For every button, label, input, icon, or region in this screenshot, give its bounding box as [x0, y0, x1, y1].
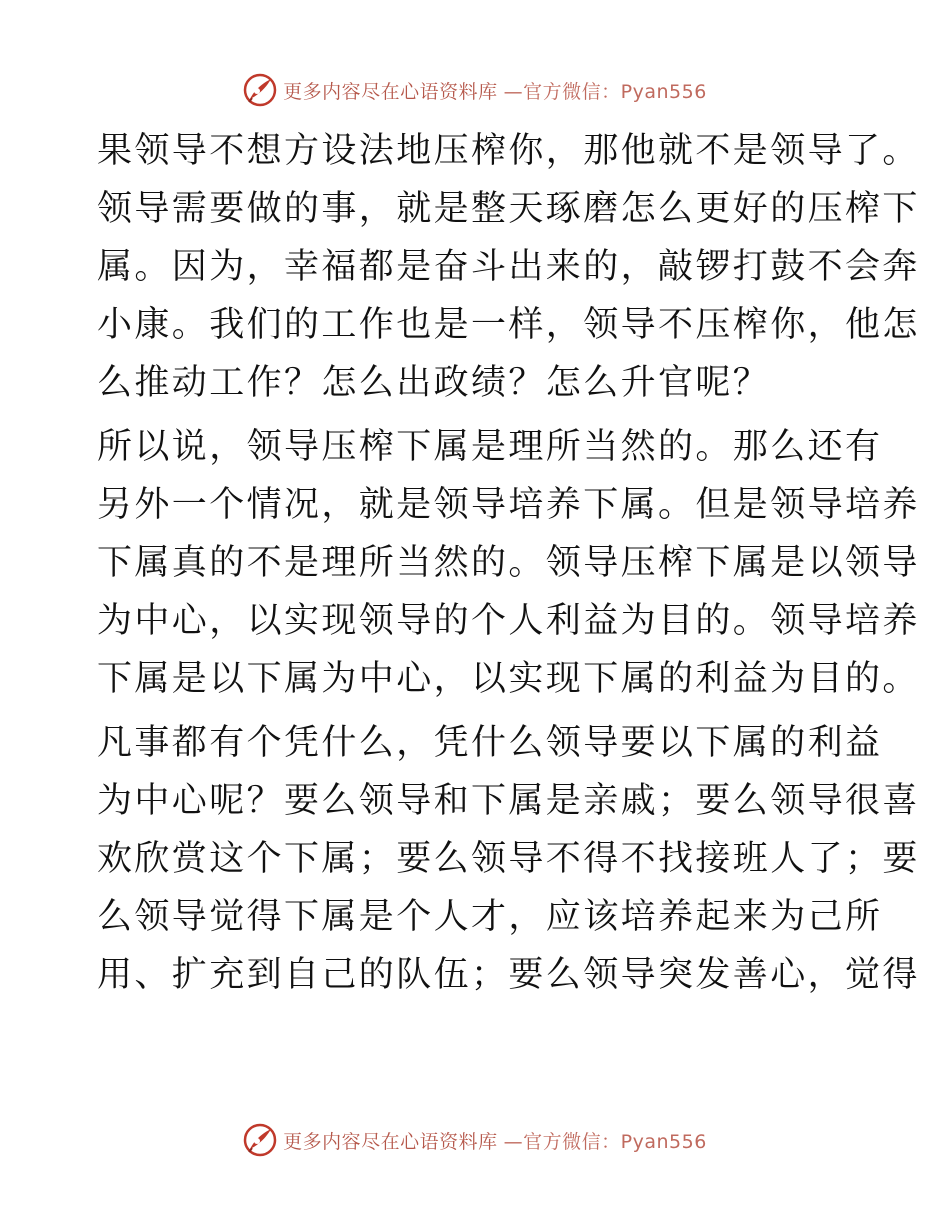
footer-contact-text: —官方微信：Pyan556 — [503, 1130, 707, 1153]
text-line: 欢欣赏这个下属；要么领导不得不找接班人了；要 — [97, 839, 920, 879]
header-brand-text: 更多内容尽在心语资料库 — [283, 80, 498, 103]
text-line: 下属是以下属为中心，以实现下属的利益为目的。 — [97, 659, 920, 699]
text-line: 用、扩充到自己的队伍；要么领导突发善心，觉得 — [97, 955, 920, 995]
text-line: 为中心呢？要么领导和下属是亲戚；要么领导很喜 — [97, 781, 920, 821]
text-line: 领导需要做的事，就是整天琢磨怎么更好的压榨下 — [97, 189, 920, 229]
text-line: 下属真的不是理所当然的。领导压榨下属是以领导 — [97, 543, 920, 583]
paragraph-1 — [97, 122, 920, 412]
paragraph-3 — [97, 714, 920, 1004]
text-line: 属。因为，幸福都是奋斗出来的，敲锣打鼓不会奔 — [97, 247, 920, 287]
paragraph-2 — [97, 418, 920, 708]
text-line: 所以说，领导压榨下属是理所当然的。那么还有 — [97, 427, 883, 467]
text-line: 么推动工作？怎么出政绩？怎么升官呢？ — [97, 363, 771, 403]
text-line: 果领导不想方设法地压榨你，那他就不是领导了。 — [97, 131, 920, 171]
header-banner — [0, 70, 950, 110]
text-line: 小康。我们的工作也是一样，领导不压榨你，他怎 — [97, 305, 920, 345]
quill-pen-logo-icon — [243, 1123, 277, 1157]
quill-pen-logo-icon — [243, 73, 277, 107]
text-line: 么领导觉得下属是个人才，应该培养起来为己所 — [97, 897, 883, 937]
document-body — [97, 122, 920, 1010]
footer-banner — [0, 1120, 950, 1160]
text-line: 为中心，以实现领导的个人利益为目的。领导培养 — [97, 601, 920, 641]
footer-brand-text: 更多内容尽在心语资料库 — [283, 1130, 498, 1153]
text-line: 另外一个情况，就是领导培养下属。但是领导培养 — [97, 485, 920, 525]
text-line: 凡事都有个凭什么，凭什么领导要以下属的利益 — [97, 723, 883, 763]
header-contact-text: —官方微信：Pyan556 — [503, 80, 707, 103]
